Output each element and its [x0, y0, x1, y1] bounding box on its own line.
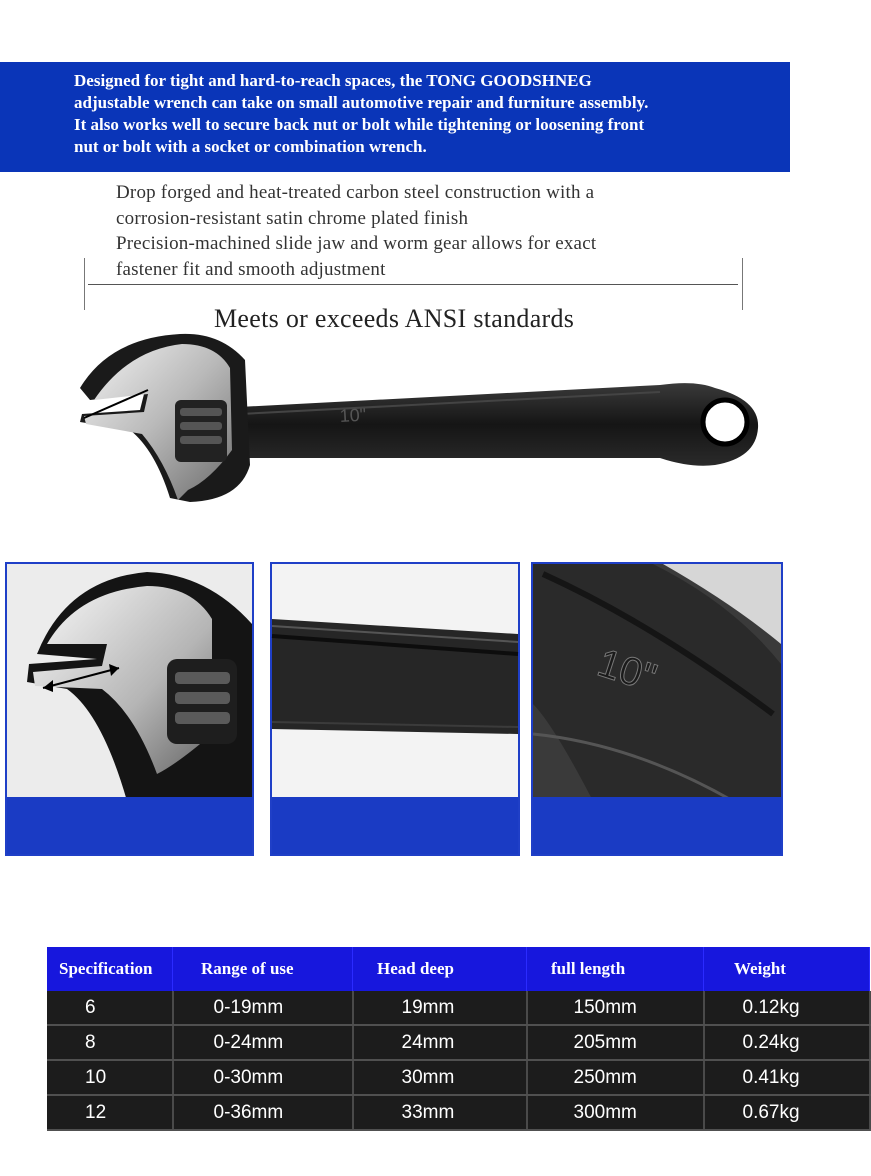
table-row: [47, 1060, 870, 1095]
table-row: [47, 991, 870, 1025]
column-header: Head deep: [353, 947, 527, 991]
handle-closeup-image: [272, 564, 518, 801]
table-cell: 0-30mm: [173, 1060, 353, 1095]
table-row: [47, 1025, 870, 1060]
detail-panel-marking: [531, 562, 783, 856]
table-cell: 10: [47, 1060, 173, 1095]
table-cell: 0.12kg: [704, 991, 870, 1025]
feature-line: corrosion-resistant satin chrome plated finish: [116, 207, 469, 229]
table-cell: 30mm: [353, 1060, 527, 1095]
worm-gear: [180, 408, 222, 444]
column-header: Specification: [47, 947, 173, 991]
panel-caption-bar: [533, 797, 781, 854]
panel-caption-bar: [7, 797, 252, 854]
table-cell: 19mm: [353, 991, 527, 1025]
table-cell: 6: [47, 991, 173, 1025]
panel-caption-bar: [272, 797, 518, 854]
table-cell: 205mm: [527, 1025, 704, 1060]
table-cell: 33mm: [353, 1095, 527, 1130]
table-row: [47, 1095, 870, 1130]
column-header: full length: [527, 947, 704, 991]
table-cell: 0-36mm: [173, 1095, 353, 1130]
table-cell: 250mm: [527, 1060, 704, 1095]
table-header-row: [47, 947, 870, 991]
table-cell: 0.24kg: [704, 1025, 870, 1060]
marking-closeup-image: [533, 564, 781, 801]
divider: [84, 258, 85, 310]
table-cell: 8: [47, 1025, 173, 1060]
wrench-handle: [220, 383, 758, 466]
table-cell: 300mm: [527, 1095, 704, 1130]
table-cell: 150mm: [527, 991, 704, 1025]
divider: [742, 258, 743, 310]
detail-panel-handle: [270, 562, 520, 856]
hang-hole: [703, 400, 747, 444]
specification-table: [47, 947, 871, 1131]
table-cell: 0.67kg: [704, 1095, 870, 1130]
standards-heading: Meets or exceeds ANSI standards: [214, 304, 575, 333]
table-cell: 24mm: [353, 1025, 527, 1060]
description-banner: [0, 62, 790, 172]
size-mark: 10": [339, 404, 367, 426]
size-mark: 10": [592, 640, 662, 701]
feature-list: [116, 180, 716, 282]
column-header: Weight: [704, 947, 870, 991]
wrench-hero-image: [70, 330, 770, 520]
feature-line: fastener fit and smooth adjustment: [116, 258, 386, 280]
jaw-closeup-image: [7, 564, 252, 801]
detail-panel-jaw: [5, 562, 254, 856]
divider: [88, 284, 738, 285]
feature-line: Precision-machined slide jaw and worm gear allows for exact: [116, 233, 597, 254]
column-header: Range of use: [173, 947, 353, 991]
table-cell: 0-24mm: [173, 1025, 353, 1060]
table-cell: 0-19mm: [173, 991, 353, 1025]
table-cell: 12: [47, 1095, 173, 1130]
description-text: Designed for tight and hard-to-reach spaces, the TONG GOODSHNEG adjustable wrench can take on small automotive repair and furniture assembly. It also works well to secure back nut or bolt while tightening or loosening front nut or bolt with a socket or combination wrench.: [74, 71, 649, 156]
feature-line: Drop forged and heat-treated carbon steel construction with a: [116, 182, 595, 203]
table-cell: 0.41kg: [704, 1060, 870, 1095]
